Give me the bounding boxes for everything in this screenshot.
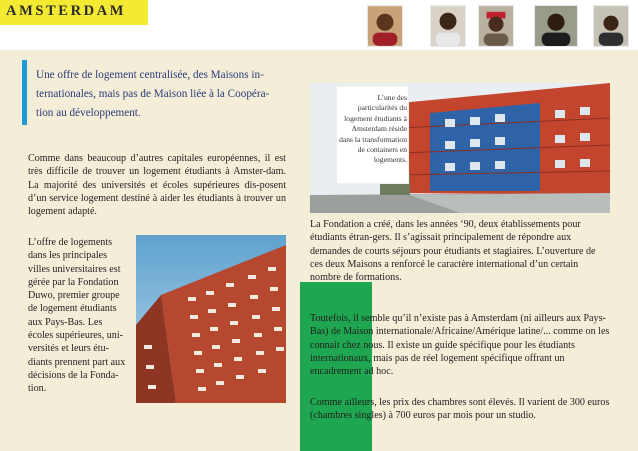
student-housing-building-image (136, 235, 286, 403)
page-title: AMSTERDAM (6, 3, 127, 19)
portrait-photo-3 (478, 5, 514, 47)
portrait-photo-5 (593, 5, 629, 47)
left-paragraph-1: Comme dans beaucoup d’autres capitales européennes, il est très difficile de trouver un logement étudiants à Amster-dam. La majorité des universités et écoles supérieures dis-posent d’un service logement destiné à aider les étudiants à trouver un logement adapté. (28, 153, 286, 218)
left-paragraph-2: L’offre de logements dans les principales villes universitaires est gérée par la Fondation Duwo, premier groupe de logement étudiants aux Pays-Bas. Les écoles supérieures, uni-versités et leurs étu-diants prennent part aux décisions de la Fonda-tion. (28, 237, 126, 395)
intro-accent-bar (22, 60, 27, 125)
portrait-photo-2 (430, 5, 466, 47)
portrait-photo-1 (367, 5, 403, 47)
right-paragraph-2: Toutefois, il semble qu’il n’existe pas à Amsterdam (ni ailleurs aux Pays-Bas) de Maison internationale/Africaine/Amérique latine/... comme on les connait chez nous. Il existe un guide spécifique pour les étudiants internationaux, mais pas de réel logement spécifique offrant un encadrement ad hoc. (310, 313, 610, 378)
portrait-photo-4 (534, 5, 578, 47)
right-paragraph-3: Comme ailleurs, les prix des chambres sont élevés. Il varient de 300 euros (chambres singles) à 700 euros par mois pour un studio. (310, 397, 610, 422)
intro-text: Une offre de logement centralisée, des Maisons in-ternationales, mais pas de Maison liée à la Coopéra-tion au développement. (36, 69, 270, 119)
image-caption: L’une des particularités du logement étudiants à Amsterdam réside dans la transformation de containers en logements. (339, 93, 407, 165)
right-paragraph-1: La Fondation a créé, dans les années ‘90, deux établissements pour étudiants étran-gers. Il s’agissait principalement de répondre aux demandes de courts séjours pour étudiants et stagiaires. L’ouverture de ces deux Maisons a renforcé le caractère international d’un certain nombre de formations. (310, 219, 596, 284)
